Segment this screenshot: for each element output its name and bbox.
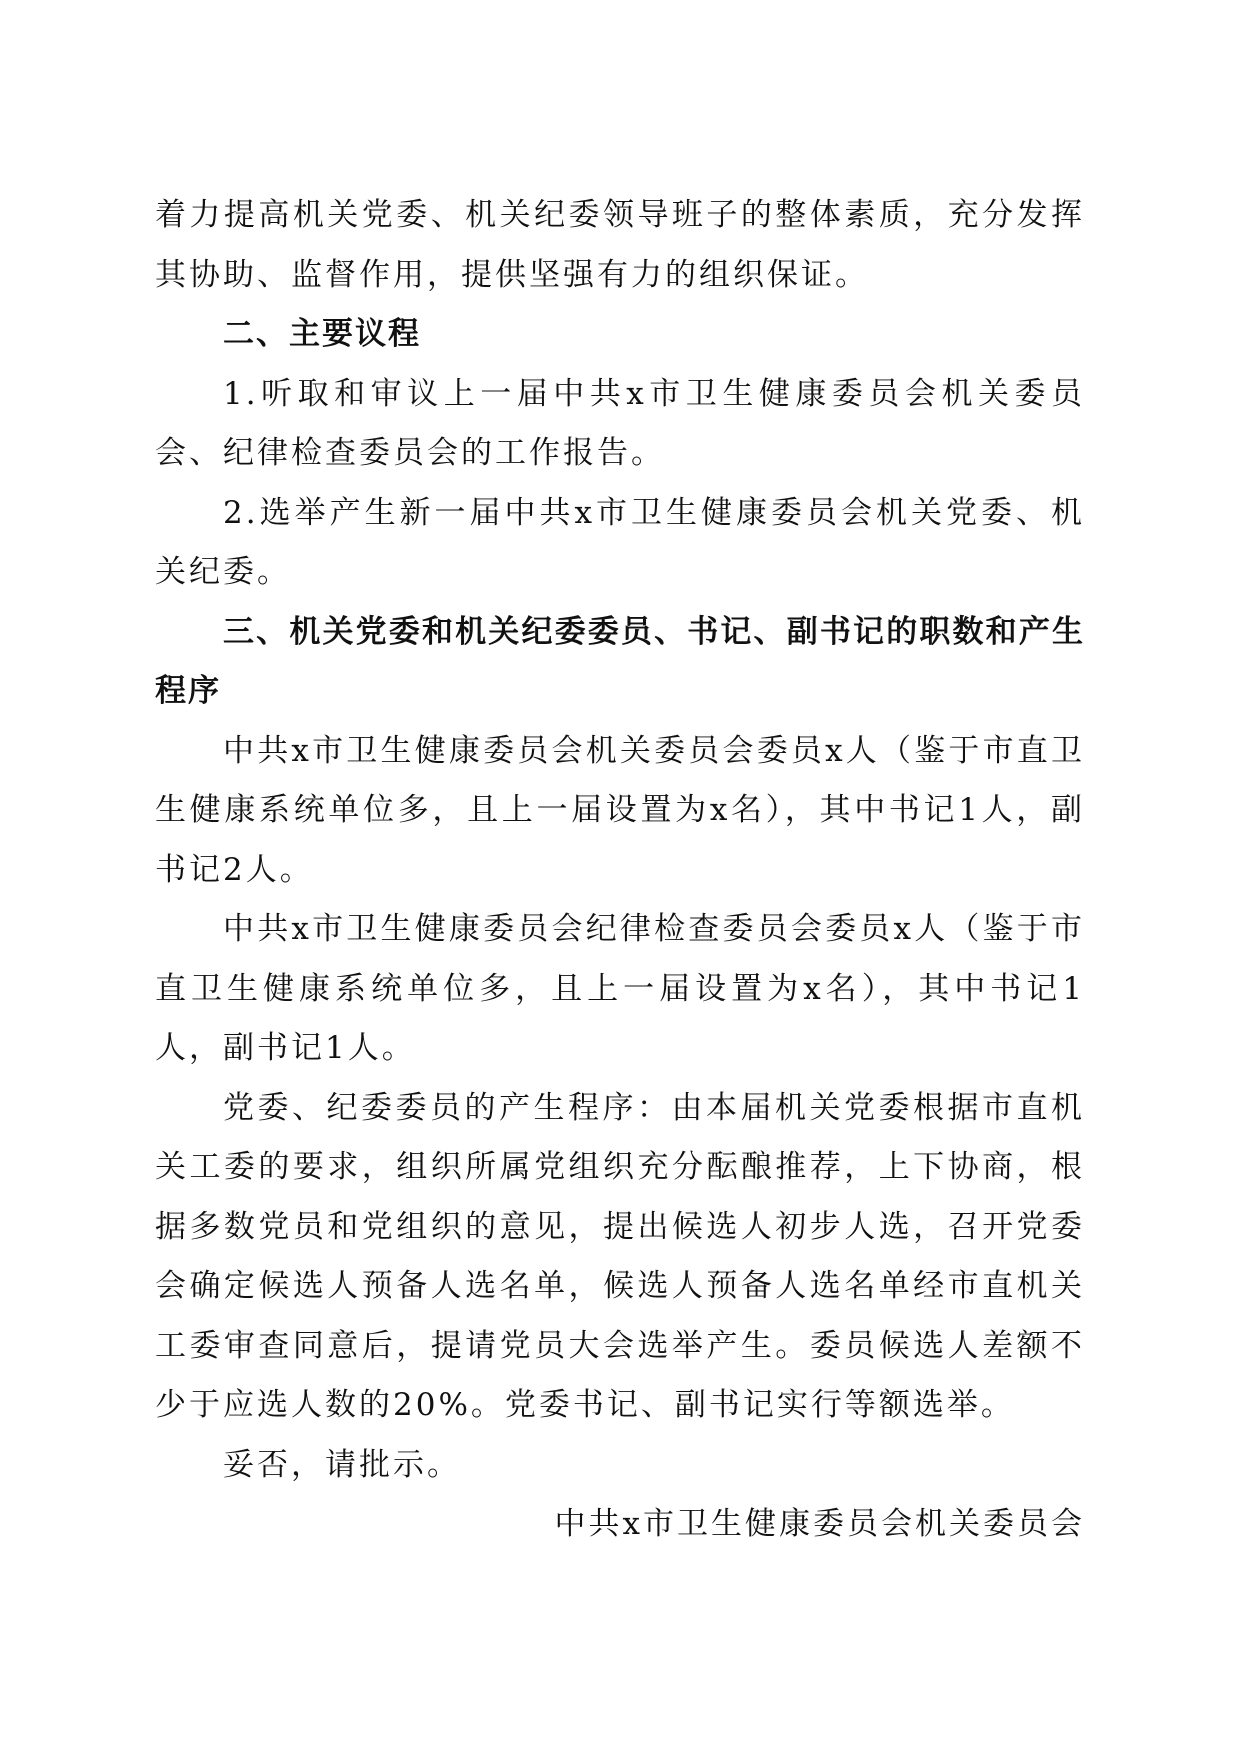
- agenda-item-1: 1.听取和审议上一届中共x市卫生健康委员会机关委员会、纪律检查委员会的工作报告。: [155, 375, 1085, 471]
- paragraph-request-approval: 妥否，请批示。: [223, 1446, 461, 1483]
- paragraph-discipline-committee: 中共x市卫生健康委员会纪律检查委员会委员x人（鉴于市直卫生健康系统单位多，且上一届设置为x名），其中书记1人，副书记1人。: [155, 911, 1085, 1066]
- section-heading-positions: 三、机关党委和机关纪委委员、书记、副书记的职数和产生程序: [155, 613, 1085, 709]
- signature-organization: 中共x市卫生健康委员会机关委员会: [554, 1506, 1085, 1542]
- agenda-item-2: 2.选举产生新一届中共x市卫生健康委员会机关党委、机关纪委。: [155, 494, 1085, 590]
- section-heading-agenda: 二、主要议程: [223, 316, 421, 352]
- paragraph-continuation: 着力提高机关党委、机关纪委领导班子的整体素质，充分发挥其协助、监督作用，提供坚强有力的组织保证。: [155, 197, 1085, 293]
- document-body: [155, 186, 1085, 1555]
- paragraph-party-committee: 中共x市卫生健康委员会机关委员会委员x人（鉴于市直卫生健康系统单位多，且上一届设置为x名），其中书记1人，副书记2人。: [155, 732, 1085, 888]
- paragraph-election-procedure: 党委、纪委委员的产生程序：由本届机关党委根据市直机关工委的要求，组织所属党组织充分酝酿推荐，上下协商，根据多数党员和党组织的意见，提出候选人初步人选，召开党委会确定候选人预备人选名单，候选人预备人选名单经市直机关工委审查同意后，提请党员大会选举产生。委员候选人差额不少于应选人数的20%。党委书记、副书记实行等额选举。: [155, 1089, 1085, 1423]
